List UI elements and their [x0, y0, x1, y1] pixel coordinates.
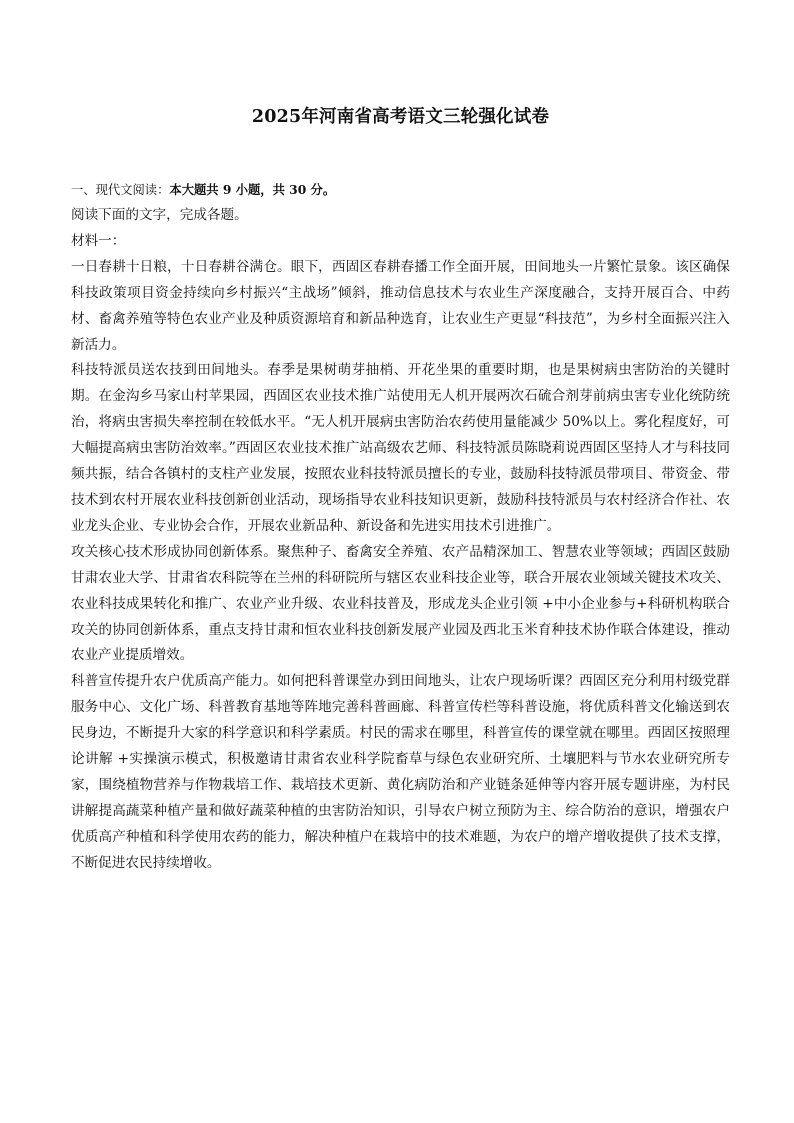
- paragraph-1: 一日春耕十日粮，十日春耕谷满仓。眼下，西固区春耕春播工作全面开展，田间地头一片繁忙景象。该区确保科技政策项目资金持续向乡村振兴“主战场”倾斜，推动信息技术与农业生产深度融合，支持开展百合、中药材、畜禽养殖等特色农业产业及种质资源培育和新品种选育，让农业生产更显“科技范”，为乡村全面振兴注入新活力。: [71, 258, 730, 353]
- reading-instruction: 阅读下面的文字，完成各题。: [71, 207, 248, 223]
- paragraph-4: 科普宣传提升农户优质高产能力。如何把科普课堂办到田间地头，让农户现场听课？西固区充分利用村级党群服务中心、文化广场、科普教育基地等阵地完善科普画廊、科普宣传栏等科普设施，将优质科普文化输送到农民身边，不断提升大家的科学意识和科学素质。村民的需求在哪里，科普宣传的课堂就在哪里。西固区按照理论讲解 +实操演示模式，积极邀请甘肃省农业科学院畜草与绿色农业研究所、土壤肥料与节水农业研究所专家，围绕植物营养与作物栽培工作、栽培技术更新、黄化病防治和产业链条延伸等内容开展专题讲座，为村民讲解提高蔬菜种植产量和做好蔬菜种植的虫害防治知识，引导农户树立预防为主、综合防治的意识，增强农户优质高产种植和科学使用农药的能力，解决种植户在栽培中的技术难题，为农户的增产增收提供了技术支撑，不断促进农民持续增收。: [71, 673, 730, 871]
- paragraph-2: 科技特派员送农技到田间地头。春季是果树萌芽抽梢、开花坐果的重要时期，也是果树病虫害防治的关键时期。在金沟乡马家山村苹果园，西固区农业技术推广站使用无人机开展两次石硫合剂芽前病虫害专业化统防统治，将病虫害损失率控制在较低水平。“无人机开展病虫害防治农药使用量能减少 50%以上。雾化程度好，可大幅提高病虫害防治效率。”西固区农业技术推广站高级农艺师、科技特派员陈晓莉说西固区坚持人才与科技同频共振，结合各镇村的支柱产业发展，按照农业科技特派员擅长的专业，鼓励科技特派员带项目、带资金、带技术到农村开展农业科技创新创业活动，现场指导农业科技知识更新，鼓励科技特派员与农村经济合作社、农业龙头企业、专业协会合作，开展农业新品种、新设备和先进实用技术引进推广。: [71, 362, 730, 534]
- paragraph-3: 攻关核心技术形成协同创新体系。聚焦种子、畜禽安全养殖、农产品精深加工、智慧农业等领域；西固区鼓励甘肃农业大学、甘肃省农科院等在兰州的科研院所与辖区农业科技企业等，联合开展农业领域关键技术攻关、农业科技成果转化和推广、农业产业升级、农业科技普及，形成龙头企业引领 +中小企业参与+科研机构联合攻关的协同创新体系，重点支持甘肃和恒农业科技创新发展产业园及西北玉米育种技术协作联合体建设，推动农业产业提质增效。: [71, 543, 730, 664]
- section-number: 一、现代文阅读：: [71, 183, 170, 197]
- section-description: 本大题共 9 小题，共 30 分。: [169, 182, 336, 197]
- material-label: 材料一：: [71, 232, 126, 249]
- exam-title: 2025年河南省高考语文三轮强化试卷: [251, 107, 550, 127]
- section-heading: [71, 177, 730, 203]
